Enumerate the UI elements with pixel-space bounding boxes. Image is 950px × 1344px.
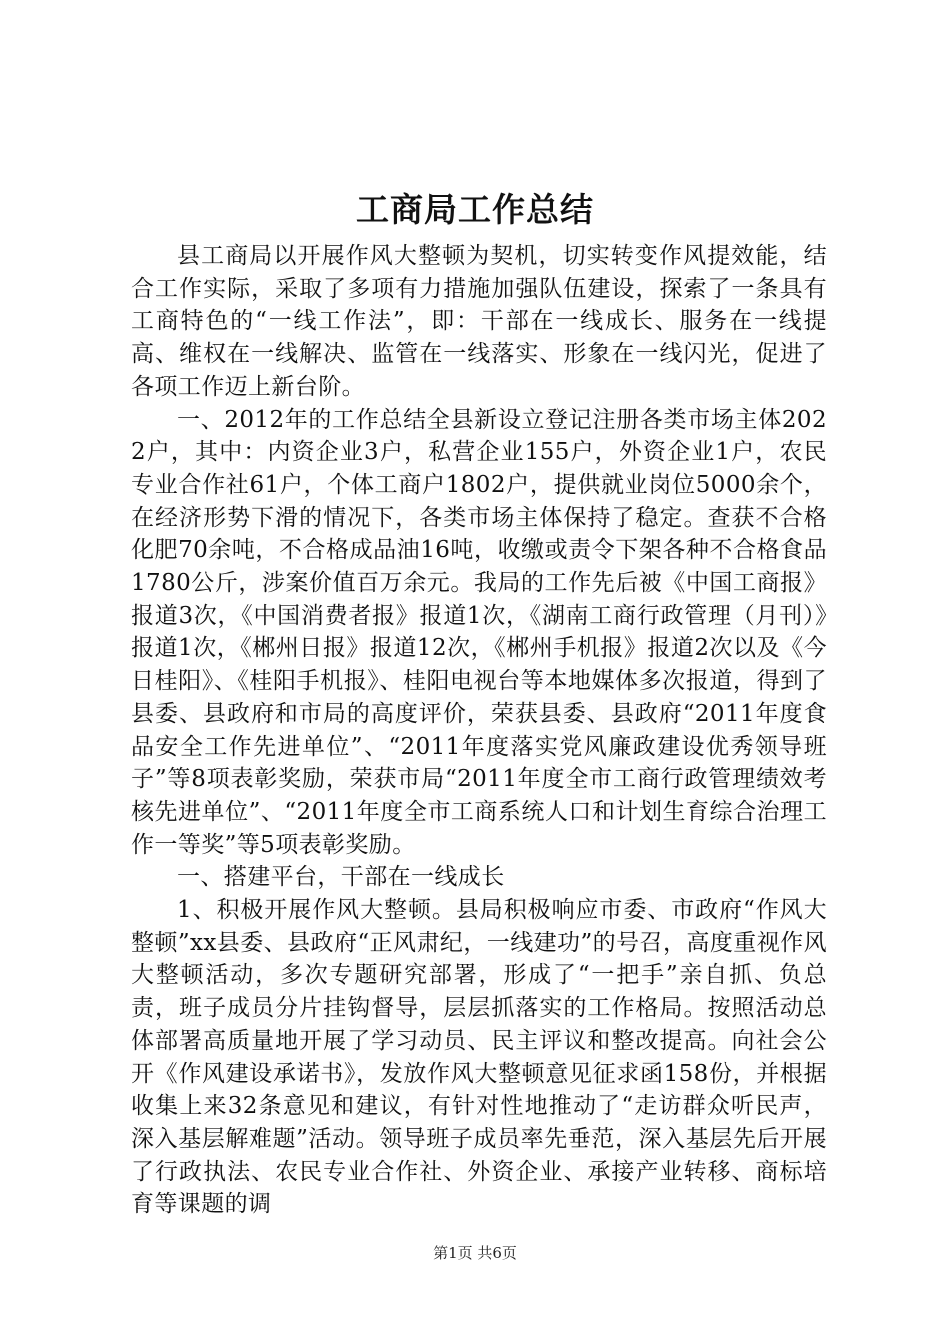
paragraph-intro: 县工商局以开展作风大整顿为契机，切实转变作风提效能，结合工作实际，采取了多项有力措施加强队伍建设，探索了一条具有工商特色的“一线工作法”，即：干部在一线成长、服务在一线提高、维权在一线解决、监管在一线落实、形象在一线闪光，促进了各项工作迈上新台阶。 bbox=[131, 243, 827, 400]
paragraph-rectification: 1、积极开展作风大整顿。县局积极响应市委、市政府“作风大整顿”xx县委、县政府“正风肃纪，一线建功”的号召，高度重视作风大整顿活动，多次专题研究部署，形成了“一把手”亲自抓、负总责，班子成员分片挂钩督导，层层抓落实的工作格局。按照活动总体部署高质量地开展了学习动员、民主评议和整改提高。向社会公开《作风建设承诺书》，发放作风大整顿意见征求函158份，并根据收集上来32条意见和建议，有针对性地推动了“走访群众听民声，深入基层解难题”活动。领导班子成员率先垂范，深入基层先后开展了行政执法、农民专业合作社、外资企业、承接产业转移、商标培育等课题的调 bbox=[131, 897, 827, 1218]
paragraph-summary-2012: 一、2012年的工作总结全县新设立登记注册各类市场主体2022户，其中：内资企业3户，私营企业155户，外资企业1户，农民专业合作社61户，个体工商户1802户，提供就业岗位5000余个，在经济形势下滑的情况下，各类市场主体保持了稳定。查获不合格化肥70余吨，不合格成品油16吨，收缴或责令下架各种不合格食品1780公斤，涉案价值百万余元。我局的工作先后被《中国工商报》报道3次，《中国消费者报》报道1次，《湖南工商行政管理（月刊）》报道1次，《郴州日报》报道12次，《郴州手机报》报道2次以及《今日桂阳》、《桂阳手机报》、桂阳电视台等本地媒体多次报道，得到了县委、县政府和市局的高度评价，荣获县委、县政府“2011年度食品安全工作先进单位”、“2011年度落实党风廉政建设优秀领导班子”等8项表彰奖励，荣获市局“2011年度全市工商行政管理绩效考核先进单位”、“2011年度全市工商系统人口和计划生育综合治理工作一等奖”等5项表彰奖励。 bbox=[131, 406, 827, 858]
page-number-footer: 第1页 共6页 bbox=[433, 1244, 517, 1262]
document-body bbox=[131, 240, 827, 1221]
document-title: 工商局工作总结 bbox=[356, 190, 594, 229]
section-heading-platform: 一、搭建平台，干部在一线成长 bbox=[177, 864, 505, 891]
